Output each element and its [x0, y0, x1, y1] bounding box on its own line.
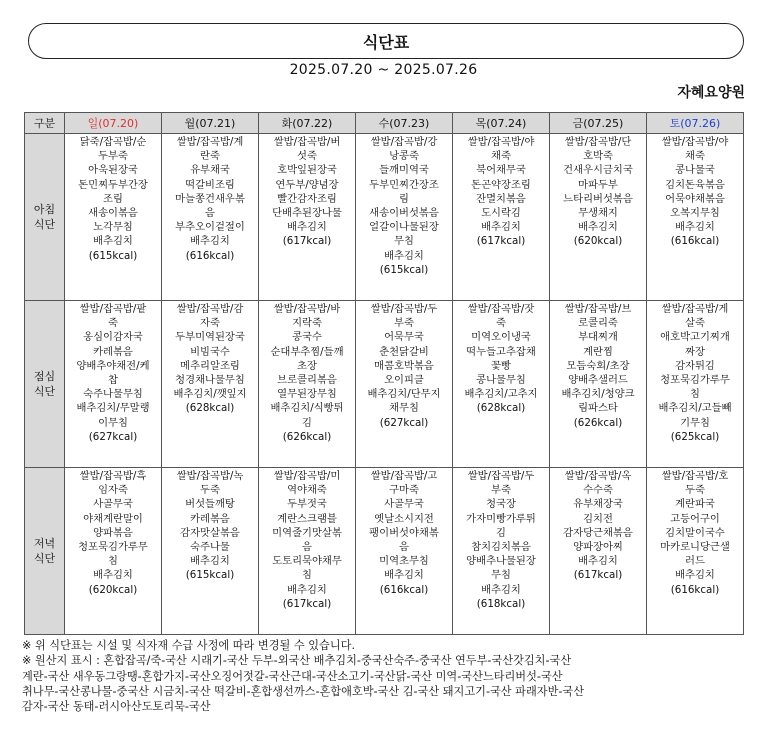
menu-item-line: 쌀밥/잡곡밥/강 [370, 136, 438, 148]
menu-cell [453, 301, 550, 468]
menu-item-line: 콩나물국 [675, 164, 715, 177]
menu-item-line: (617kcal) [282, 597, 332, 610]
meal-row-dinner [25, 468, 744, 635]
menu-item-line: 배추김치 [190, 235, 230, 248]
menu-item-line: 배추김치/고들빼 [658, 402, 732, 415]
menu-item-line: 순대부추찜/들깨 [270, 345, 344, 358]
meal-row-lunch [25, 301, 744, 468]
menu-cell [259, 301, 356, 468]
menu-item-line: 두부미역된장국 [175, 331, 245, 344]
menu-item-line: 배추김치/단무지 [367, 388, 441, 401]
day-header-sat: 토(07.26) [647, 113, 744, 134]
menu-item-line: 매콤호박볶음 [374, 359, 434, 372]
meal-label-line: 식단 [33, 385, 56, 398]
menu-item-line: 쌀밥/잡곡밥/버 [273, 136, 341, 148]
menu-item-line: 림 [399, 192, 409, 205]
menu-item-line: 마카로니당근샐 [660, 541, 730, 554]
menu-item-line: 도토리묵야채무 [272, 555, 342, 568]
menu-item-line: 배추김치 [675, 221, 715, 234]
meal-label-line: 식단 [33, 552, 56, 565]
menu-item-line: 쌀밥/잡곡밥/야 [467, 136, 535, 148]
menu-item-line: 어묵무국 [384, 331, 424, 344]
menu-item-line: 계란스크램블 [277, 512, 337, 525]
menu-item-line: 부대찌개 [578, 331, 618, 344]
menu-item-line: 사골무국 [384, 498, 424, 511]
menu-item-line: 부죽 [394, 317, 414, 330]
menu-item-line: 채죽 [491, 150, 511, 163]
menu-item-line: 야채계란말이 [83, 512, 143, 525]
menu-item-line: 짜장 [685, 345, 705, 358]
menu-item-line: 꽃빵 [491, 359, 511, 372]
menu-item-line: 카레볶음 [93, 345, 133, 358]
menu-item-line: 양배추샐러드 [568, 374, 628, 387]
menu-item-line: 숙주나물무침 [83, 388, 143, 401]
menu-table [24, 112, 744, 635]
note-line: ※ 원산지 표시 : 혼합잡곡/죽-국산 시래기-국산 두부-외국산 배추김치-중국산숙주-중국산 연두부-국산갓김치-국산 [22, 654, 572, 668]
menu-item-line: (627kcal) [379, 416, 429, 429]
menu-item-line: 양파볶음 [93, 526, 133, 539]
day-header-wed: 수(07.23) [356, 113, 453, 134]
menu-item-line: (615kcal) [379, 263, 429, 276]
menu-item-line: (626kcal) [573, 416, 623, 429]
menu-item-line: 쌀밥/잡곡밥/단 [564, 136, 632, 148]
note-line: 계란-국산 새우동그랑땡-혼합가지-국산오징어젓갈-국산근대-국산소고기-국산닭-국산 미역-국산느타리버섯-국산 [22, 669, 563, 683]
menu-item-line: 배추김치 [384, 249, 424, 262]
menu-item-line: (620kcal) [88, 583, 138, 596]
menu-item-line: 무침 [491, 569, 511, 582]
menu-item-line: 마파두부 [578, 178, 618, 191]
menu-item-line: 미역초무침 [379, 555, 429, 568]
day-header-tue: 화(07.22) [259, 113, 356, 134]
menu-item-line: 새송이버섯볶음 [369, 207, 439, 220]
menu-item-line: 양배추야채전/케 [76, 359, 150, 372]
menu-item-line: 배추김치 [578, 555, 618, 568]
menu-cell [647, 468, 744, 635]
menu-item-line: 김치돈육볶음 [665, 178, 725, 191]
menu-item-line: 가자미빵가루튀 [466, 512, 536, 525]
menu-item-line: 건새우시금치국 [563, 164, 633, 177]
meal-row-breakfast [25, 134, 744, 301]
menu-item-line: 김치말이국수 [665, 526, 725, 539]
menu-item-line: 부추오이겉절이 [175, 221, 245, 234]
menu-item-line: 잔멸치볶음 [476, 192, 526, 205]
menu-item-line: 옛날소시지전 [374, 512, 434, 525]
menu-item-line: 쌀밥/잡곡밥/두 [467, 470, 535, 482]
menu-item-line: 낭콩죽 [389, 150, 419, 163]
menu-item-line: 두부젓국 [287, 498, 327, 511]
menu-item-line: 애호박고기찌개 [660, 331, 730, 344]
menu-item-line: (617kcal) [282, 235, 332, 248]
menu-cell [647, 134, 744, 301]
meal-label [25, 301, 65, 468]
meal-label-line: 식단 [33, 218, 56, 231]
menu-item-line: 버섯들깨탕 [185, 498, 235, 511]
menu-item-line: 들깨미역국 [379, 164, 429, 177]
menu-item-line: 오복지무침 [670, 207, 720, 220]
menu-item-line: 배추김치 [578, 221, 618, 234]
menu-item-line: 단배추된장나물 [272, 207, 342, 220]
menu-item-line: 오이피클 [384, 374, 424, 387]
menu-cell [550, 468, 647, 635]
menu-item-line: (617kcal) [476, 235, 526, 248]
menu-item-line: 배추김치/청양크 [561, 388, 635, 401]
menu-item-line: (616kcal) [379, 583, 429, 596]
menu-cell [65, 468, 162, 635]
menu-item-line: 음 [302, 541, 312, 554]
menu-item-line: 배추김치/식빵튀 [270, 402, 344, 415]
menu-item-line: 배추김치 [384, 569, 424, 582]
menu-item-line: 모듬숙회/초장 [566, 359, 630, 372]
menu-item-line: 무침 [394, 235, 414, 248]
menu-item-line: (616kcal) [185, 249, 235, 262]
menu-cell [550, 301, 647, 468]
menu-item-line: 느타리버섯볶음 [563, 192, 633, 205]
menu-item-line: 쌀밥/잡곡밥/두 [370, 303, 438, 315]
menu-item-line: (615kcal) [88, 249, 138, 262]
menu-item-line: 김 [496, 526, 506, 539]
menu-item-line: 찹 [108, 374, 118, 387]
menu-cell [162, 134, 259, 301]
category-header: 구분 [25, 113, 65, 134]
menu-item-line: 침 [690, 388, 700, 401]
menu-item-line: 돈민찌두부간장 [78, 178, 148, 191]
menu-item-line: 미역오이냉국 [471, 331, 531, 344]
header-row [25, 113, 744, 134]
menu-item-line: 쌀밥/잡곡밥/호 [661, 470, 729, 482]
menu-item-line: 사골무국 [93, 498, 133, 511]
menu-cell [259, 468, 356, 635]
menu-title: 식단표 [362, 32, 410, 52]
menu-item-line: 메추리알조림 [180, 359, 240, 372]
menu-item-line: (616kcal) [670, 235, 720, 248]
menu-item-line: 림파스타 [578, 402, 618, 415]
meal-label-line: 아침 [33, 203, 56, 216]
menu-item-line: 음 [205, 207, 215, 220]
menu-item-line: 침 [108, 555, 118, 568]
menu-item-line: 쌀밥/잡곡밥/게 [661, 303, 729, 315]
menu-item-line: 이무침 [98, 416, 128, 429]
menu-item-line: (615kcal) [185, 569, 235, 582]
menu-item-line: 쌀밥/잡곡밥/미 [273, 470, 341, 482]
menu-item-line: 배추김치/깻잎지 [173, 388, 247, 401]
menu-item-line: 기무침 [680, 416, 710, 429]
menu-item-line: 청포묵김가루무 [78, 541, 148, 554]
menu-item-line: 음 [399, 541, 409, 554]
menu-item-line: 쌀밥/잡곡밥/옥 [564, 470, 632, 482]
menu-item-line: 김치전 [583, 512, 613, 525]
menu-item-line: 부죽 [491, 484, 511, 497]
menu-item-line: 콩국수 [292, 331, 322, 344]
menu-item-line: 닭죽/잡곡밥/순 [79, 136, 147, 148]
menu-item-line: (625kcal) [670, 430, 720, 443]
menu-item-line: 역야채죽 [287, 484, 327, 497]
menu-item-line: 배추김치 [481, 583, 521, 596]
menu-item-line: 쌀밥/잡곡밥/녹 [176, 470, 244, 482]
menu-item-line: 두부민찌간장조 [369, 178, 439, 191]
menu-item-line: 수수죽 [583, 484, 613, 497]
menu-item-line: 조림 [103, 192, 123, 205]
menu-cell [453, 468, 550, 635]
menu-cell [356, 301, 453, 468]
menu-item-line: 떡누들고추잡채 [466, 345, 536, 358]
menu-item-line: 열무된장무침 [277, 388, 337, 401]
menu-item-line: 아욱된장국 [88, 164, 138, 177]
menu-item-line: 감자당근채볶음 [563, 526, 633, 539]
menu-item-line: 채무침 [389, 402, 419, 415]
menu-item-line: 쌀밥/잡곡밥/야 [661, 136, 729, 148]
menu-item-line: 배추김치/고추지 [464, 388, 538, 401]
menu-item-line: 죽 [108, 317, 118, 330]
menu-item-line: 돈곤약장조림 [471, 178, 531, 191]
day-header-thu: 목(07.24) [453, 113, 550, 134]
menu-item-line: 콩나물무침 [476, 374, 526, 387]
menu-item-line: 쌀밥/잡곡밥/브 [564, 303, 632, 315]
menu-item-line: 계란파국 [675, 498, 715, 511]
menu-item-line: 배추김치 [287, 583, 327, 596]
menu-item-line: 양파장아찌 [573, 541, 623, 554]
menu-cell [647, 301, 744, 468]
menu-item-line: 옹심이감자국 [83, 331, 143, 344]
menu-item-line: 쌀밥/잡곡밥/잣 [467, 303, 535, 315]
meal-label [25, 468, 65, 635]
menu-item-line: 쌀밥/잡곡밥/팥 [79, 303, 147, 315]
meal-label-line: 점심 [33, 370, 56, 383]
menu-item-line: (620kcal) [573, 235, 623, 248]
menu-item-line: 숙주나물 [190, 541, 230, 554]
period-range: 2025.07.20 ~ 2025.07.26 [289, 62, 478, 78]
day-header-fri: 금(07.25) [550, 113, 647, 134]
menu-item-line: 로콜리죽 [578, 317, 618, 330]
menu-item-line: 채죽 [685, 150, 705, 163]
menu-item-line: 유부채장국 [573, 498, 623, 511]
menu-item-line: 살죽 [685, 317, 705, 330]
menu-cell [356, 468, 453, 635]
note-line: 취나무-국산콩나물-중국산 시금치-국산 떡갈비-혼합생선까스-혼합애호박-국산 김-국산 돼지고기-국산 파래자반-국산 [22, 684, 585, 698]
menu-item-line: 북어채무국 [476, 164, 526, 177]
menu-item-line: 섯죽 [297, 150, 317, 163]
meal-label-line: 저녁 [33, 537, 56, 550]
menu-item-line: 쌀밥/잡곡밥/흑 [79, 470, 147, 482]
menu-item-line: (628kcal) [476, 402, 526, 415]
menu-item-line: 계란찜 [583, 345, 613, 358]
menu-cell [356, 134, 453, 301]
menu-item-line: 카레볶음 [190, 512, 230, 525]
menu-item-line: 두부죽 [98, 150, 128, 163]
notes [22, 638, 752, 714]
menu-item-line: 도시락김 [481, 207, 521, 220]
menu-item-line: 배추김치 [93, 235, 133, 248]
menu-item-line: 빨간감자조림 [277, 192, 337, 205]
day-header-mon: 월(07.21) [162, 113, 259, 134]
menu-item-line: 연두부/양념장 [275, 178, 339, 191]
menu-cell [65, 134, 162, 301]
menu-item-line: (627kcal) [88, 430, 138, 443]
facility-name: 자혜요양원 [677, 85, 745, 101]
title-box [28, 23, 744, 59]
menu-item-line: 팽이버섯야채볶 [369, 526, 439, 539]
menu-item-line: 양배추나물된장 [466, 555, 536, 568]
menu-item-line: 쌀밥/잡곡밥/고 [370, 470, 438, 482]
menu-item-line: 배추김치 [93, 569, 133, 582]
menu-item-line: 참치김치볶음 [471, 541, 531, 554]
menu-item-line: 브로콜리볶음 [277, 374, 337, 387]
menu-item-line: 쌀밥/잡곡밥/감 [176, 303, 244, 315]
menu-item-line: 유부채국 [190, 164, 230, 177]
menu-cell [259, 134, 356, 301]
menu-item-line: 배추김치 [675, 569, 715, 582]
menu-cell [550, 134, 647, 301]
menu-item-line: 어묵야채볶음 [665, 192, 725, 205]
menu-cell [65, 301, 162, 468]
menu-item-line: 감자맛살볶음 [180, 526, 240, 539]
menu-item-line: 청포묵김가루무 [660, 374, 730, 387]
menu-item-line: 호박잎된장국 [277, 164, 337, 177]
menu-item-line: 마늘쫑건새우볶 [175, 192, 245, 205]
menu-item-line: 배추김치 [190, 555, 230, 568]
menu-item-line: 배추김치 [481, 221, 521, 234]
menu-item-line: 러드 [685, 555, 705, 568]
menu-cell [453, 134, 550, 301]
menu-item-line: (616kcal) [670, 583, 720, 596]
menu-item-line: 고등어구이 [670, 512, 720, 525]
menu-item-line: 두죽 [685, 484, 705, 497]
menu-item-line: 초장 [297, 359, 317, 372]
menu-cell [162, 468, 259, 635]
menu-item-line: 쌀밥/잡곡밥/계 [176, 136, 244, 148]
menu-item-line: (617kcal) [573, 569, 623, 582]
menu-item-line: 춘천닭갈비 [379, 345, 429, 358]
menu-item-line: (618kcal) [476, 597, 526, 610]
day-header-sun: 일(07.20) [65, 113, 162, 134]
menu-item-line: 자죽 [200, 317, 220, 330]
menu-item-line: 지락죽 [292, 317, 322, 330]
menu-item-line: (628kcal) [185, 402, 235, 415]
menu-item-line: 새송이볶음 [88, 207, 138, 220]
menu-item-line: 얼갈이나물된장 [369, 221, 439, 234]
menu-item-line: 감자튀김 [675, 359, 715, 372]
menu-item-line: 쌀밥/잡곡밥/바 [273, 303, 341, 315]
menu-item-line: 배추김치 [287, 221, 327, 234]
menu-item-line: 김 [302, 416, 312, 429]
meal-label [25, 134, 65, 301]
note-line: ※ 위 식단표는 시설 및 식자재 수급 사정에 따라 변경될 수 있습니다. [22, 639, 356, 652]
menu-item-line: 무생채지 [578, 207, 618, 220]
menu-cell [162, 301, 259, 468]
menu-item-line: 미역줄기맛살볶 [272, 526, 342, 539]
menu-item-line: 비빔국수 [190, 345, 230, 358]
menu-item-line: 침 [302, 569, 312, 582]
note-line: 감자-국산 동태-러시아산도토리묵-국산 [22, 700, 211, 714]
menu-item-line: 노각무침 [93, 221, 133, 234]
menu-item-line: 호박죽 [583, 150, 613, 163]
menu-item-line: 죽 [496, 317, 506, 330]
menu-item-line: 란죽 [200, 150, 220, 163]
menu-item-line: (626kcal) [282, 430, 332, 443]
menu-item-line: 청경채나물무침 [175, 374, 245, 387]
menu-item-line: 배추김치/무말랭 [76, 402, 150, 415]
menu-item-line: 청국장 [486, 498, 516, 511]
menu-item-line: 두죽 [200, 484, 220, 497]
menu-item-line: 임자죽 [98, 484, 128, 497]
menu-item-line: 떡갈비조림 [185, 178, 235, 191]
menu-item-line: 구마죽 [389, 484, 419, 497]
